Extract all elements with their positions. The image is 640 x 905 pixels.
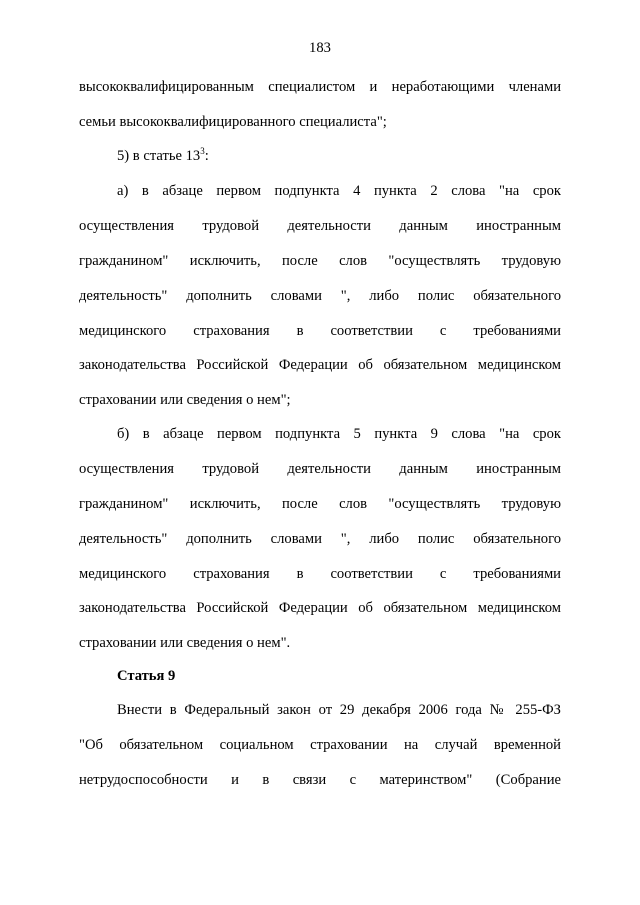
text-line: гражданином" исключить, после слов "осуществлять трудовую <box>79 496 561 512</box>
text-line: б) в абзаце первом подпункта 5 пункта 9 слова "на срок <box>117 426 561 442</box>
text-fragment: 5) в статье 13 <box>117 148 201 164</box>
text-fragment: : <box>204 148 209 164</box>
text-line: деятельность" дополнить словами ", либо полис обязательного <box>79 531 561 547</box>
page-number: 183 <box>309 40 331 56</box>
text-line: законодательства Российской Федерации об обязательном медицинском <box>79 600 561 616</box>
text-line: осуществления трудовой деятельности данным иностранным <box>79 461 561 477</box>
superscript: 3 <box>200 146 205 157</box>
text-line: медицинского страхования в соответствии с требованиями <box>79 566 561 582</box>
article-heading: Статья 9 <box>117 668 176 684</box>
text-line: нетрудоспособности и в связи с материнством" (Собрание <box>79 772 561 788</box>
text-line: высококвалифицированным специалистом и неработающими членами <box>79 79 561 95</box>
text-line: семьи высококвалифицированного специалиста"; <box>79 114 387 130</box>
text-line: страховании или сведения о нем". <box>79 635 291 651</box>
text-line: законодательства Российской Федерации об обязательном медицинском <box>79 357 561 373</box>
text-line: а) в абзаце первом подпункта 4 пункта 2 слова "на срок <box>117 183 561 199</box>
list-item-heading <box>117 146 561 166</box>
text-line: медицинского страхования в соответствии с требованиями <box>79 323 561 339</box>
text-line: гражданином" исключить, после слов "осуществлять трудовую <box>79 253 561 269</box>
text-line: осуществления трудовой деятельности данным иностранным <box>79 218 561 234</box>
text-line: страховании или сведения о нем"; <box>79 392 291 408</box>
text-line: "Об обязательном социальном страховании на случай временной <box>79 737 561 753</box>
text-line: Внести в Федеральный закон от 29 декабря 2006 года № 255-ФЗ <box>117 702 561 718</box>
text-line: деятельность" дополнить словами ", либо полис обязательного <box>79 288 561 304</box>
